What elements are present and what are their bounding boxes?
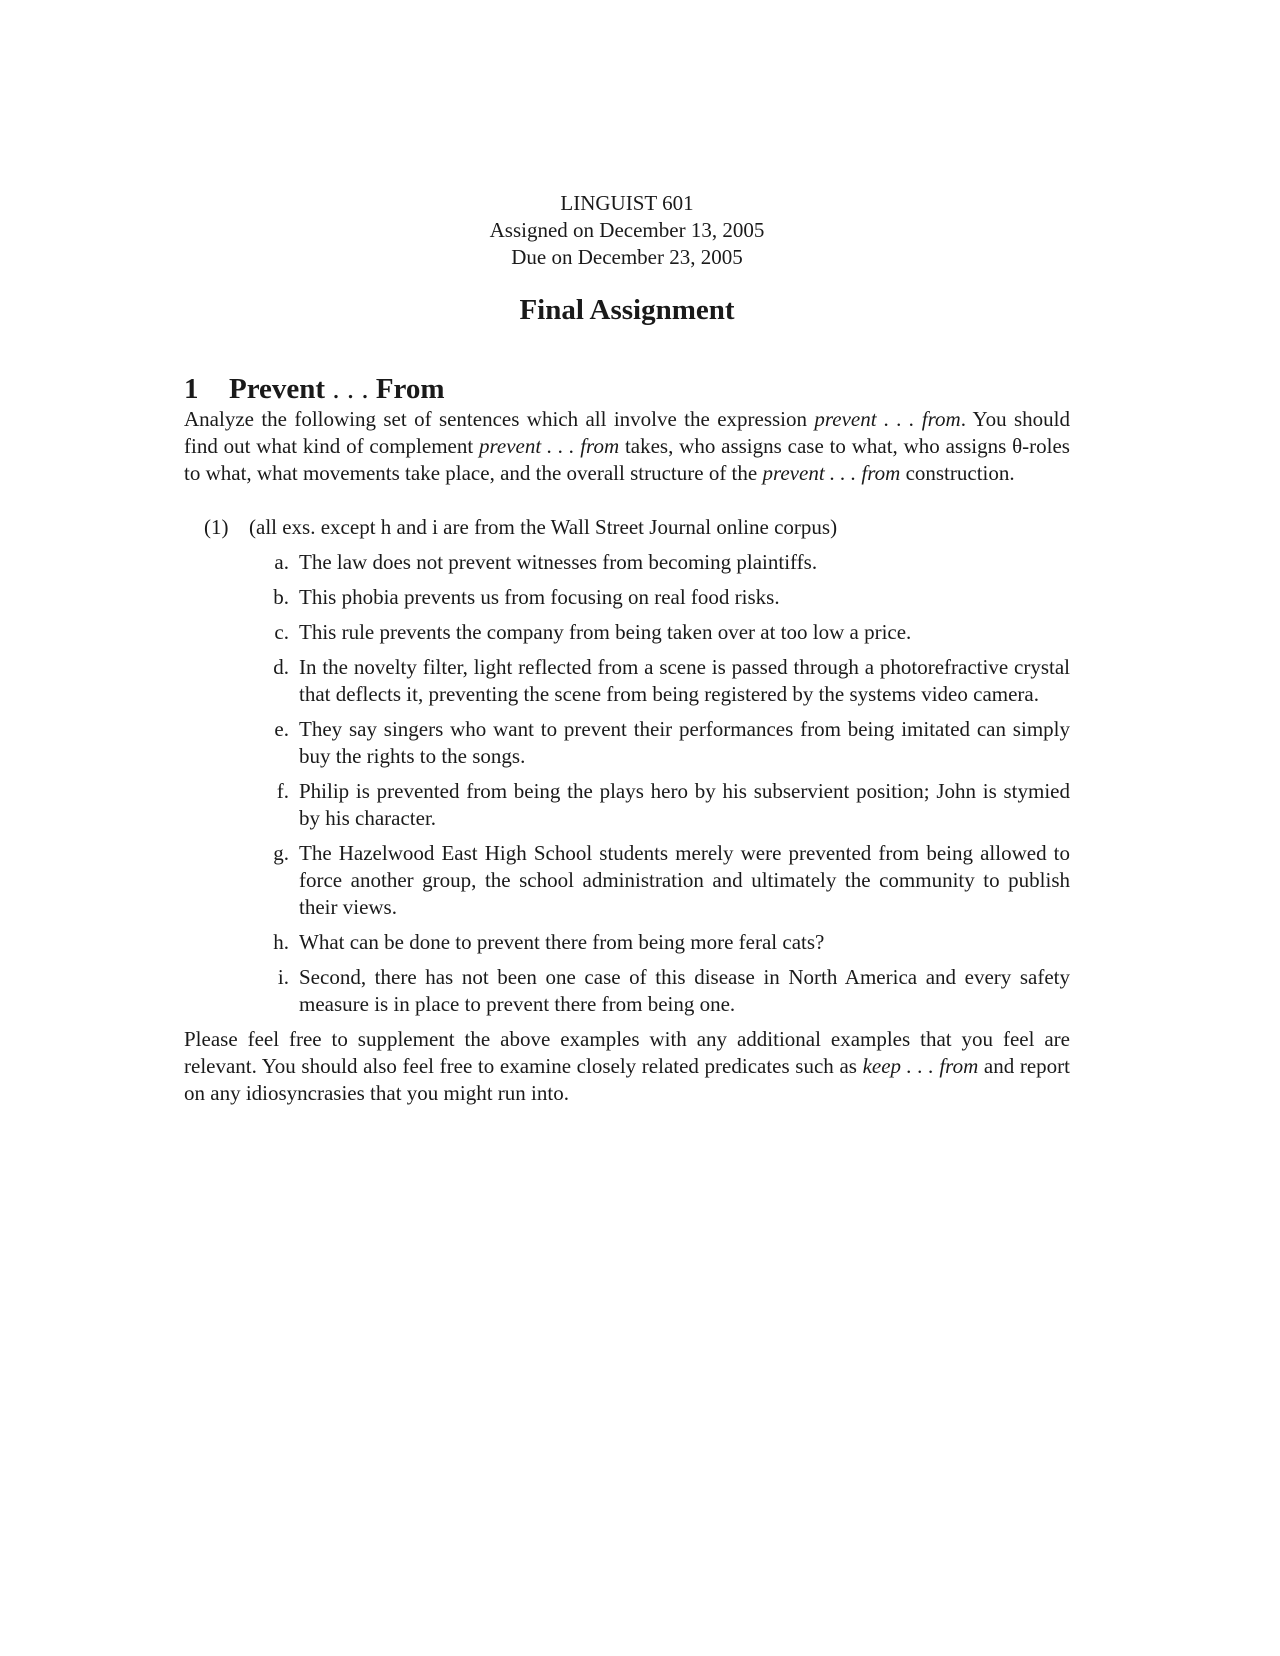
example-item-label: b. <box>273 585 289 609</box>
section-title-part-a: Prevent <box>229 373 326 405</box>
section-heading <box>184 372 1070 406</box>
example-item-label: f. <box>276 779 289 803</box>
intro-italic-1: prevent . . . from <box>814 407 961 431</box>
example-item-text: The Hazelwood East High School students merely were prevented from being allowed to force another group, the school administration and ultimately the community to publish their views. <box>299 841 1070 919</box>
outro-text-2: and report on any idiosyncrasies that you might run into. <box>184 1054 1070 1105</box>
document-title: Final Assignment <box>519 294 735 326</box>
section-title <box>229 372 445 406</box>
example-item-text: Second, there has not been one case of this disease in North America and every safety measure is in place to prevent there from being one. <box>299 965 1070 1016</box>
example-item-text: This rule prevents the company from being taken over at too low a price. <box>299 620 912 644</box>
outro-paragraph <box>184 1026 1070 1107</box>
example-item <box>249 840 1070 921</box>
example-item-text: This phobia prevents us from focusing on real food risks. <box>299 585 780 609</box>
example-item-text: Philip is prevented from being the plays hero by his subservient position; John is stymied by his character. <box>299 779 1070 830</box>
intro-paragraph <box>184 406 1070 487</box>
example-item <box>249 929 1070 956</box>
example-item <box>249 716 1070 770</box>
section-title-part-b: From <box>375 373 445 405</box>
course-name: LINGUIST 601 <box>560 191 694 215</box>
example-item-label: a. <box>274 550 289 574</box>
document-header <box>184 190 1070 271</box>
example-item <box>249 778 1070 832</box>
intro-text-1: Analyze the following set of sentences which all involve the expression <box>184 407 815 431</box>
intro-text-2: . You should find out what kind of complement <box>184 407 1070 458</box>
example-note: (all exs. except h and i are from the Wall Street Journal online corpus) <box>249 515 838 539</box>
example-item-text: What can be done to prevent there from being more feral cats? <box>299 930 825 954</box>
example-item-text: In the novelty filter, light reflected from a scene is passed through a photorefractive crystal that deflects it, preventing the scene from being registered by the systems video camera. <box>299 655 1070 706</box>
example-item-label: i. <box>277 965 289 989</box>
example-number: (1) <box>204 515 229 539</box>
intro-italic-2: prevent . . . from <box>479 434 620 458</box>
example-list <box>249 549 1070 1018</box>
assigned-date: Assigned on December 13, 2005 <box>489 218 765 242</box>
intro-text-3: takes, who assigns case to what, who assigns θ-roles to what, what movements take place, and the overall structure of the <box>184 434 1070 485</box>
example-item-label: e. <box>274 717 289 741</box>
example-item <box>249 549 1070 576</box>
intro-text-4: construction. <box>900 461 1015 485</box>
example-block <box>204 514 1070 1018</box>
example-item-label: c. <box>274 620 289 644</box>
example-item <box>249 654 1070 708</box>
example-item <box>249 619 1070 646</box>
document-page <box>184 190 1070 1107</box>
example-item-text: The law does not prevent witnesses from becoming plaintiffs. <box>299 550 818 574</box>
outro-text-1: Please feel free to supplement the above examples with any additional examples that you feel are relevant. You should also feel free to examine closely related predicates such as <box>184 1027 1070 1078</box>
section-number: 1 <box>184 373 199 405</box>
example-item-label: d. <box>273 655 289 679</box>
example-header <box>204 514 1070 541</box>
intro-italic-3: prevent . . . from <box>762 461 901 485</box>
due-date: Due on December 23, 2005 <box>511 245 743 269</box>
example-item-label: h. <box>273 930 289 954</box>
section-title-ellipsis: . . . <box>325 373 376 405</box>
example-item-label: g. <box>273 841 289 865</box>
example-item-text: They say singers who want to prevent their performances from being imitated can simply buy the rights to the songs. <box>299 717 1070 768</box>
example-item <box>249 964 1070 1018</box>
example-item <box>249 584 1070 611</box>
outro-italic-1: keep . . . from <box>862 1054 979 1078</box>
